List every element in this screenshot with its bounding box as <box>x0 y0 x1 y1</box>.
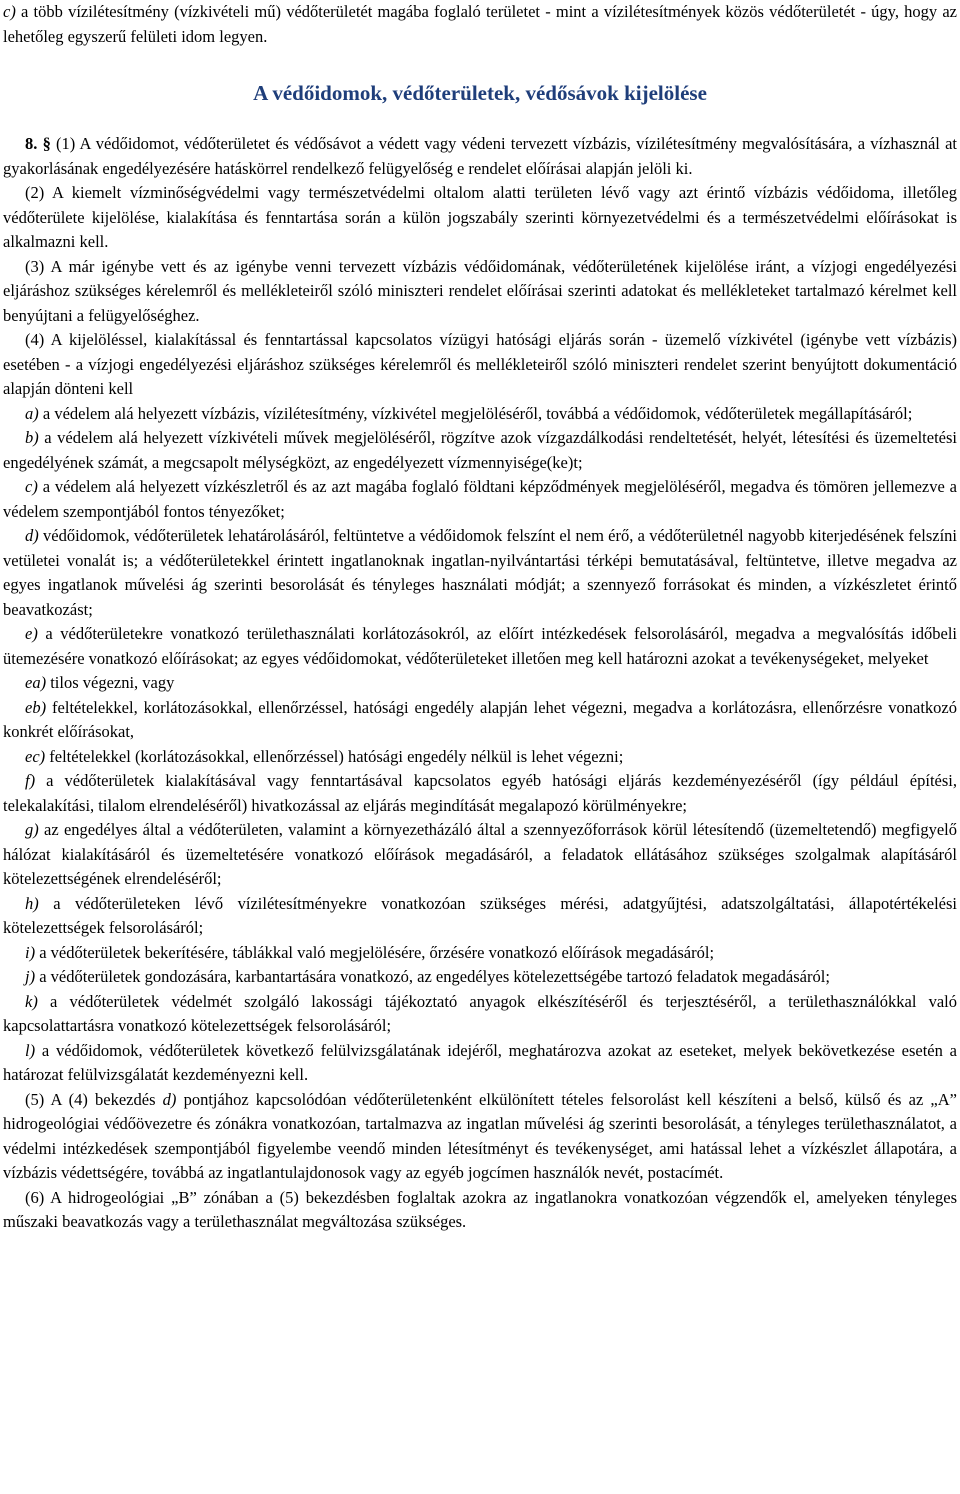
paragraph-text: (1) A védőidomot, védőterületet és védősávot a védett vagy védeni tervezett vízbázis, vízilétesítmény megvalósítására, a vízhasznál at gyakorlásának engedélyezésére hatáskörrel rendelkező felügyelőség e rendelet előírásai alapján jelöli ki. <box>3 134 957 178</box>
item-label: d) <box>162 1089 177 1109</box>
item-label: j) <box>25 967 36 986</box>
item-label: eb) <box>25 697 47 717</box>
item-label: l) <box>25 1040 36 1060</box>
item-label: c) <box>25 477 38 496</box>
paragraph-8-2: (2) A kiemelt vízminőségvédelmi vagy természetvédelmi oltalom alatti területen lévő vagy azt érintő vízbázis védőidoma, illetőleg védőterülete kijelölése, kialakítása és fenntartása során a külön jogszabály szerinti környezetvédelmi és a természetvédelmi előírásokat is alkalmazni kell. <box>3 183 957 251</box>
item-label: i) <box>25 942 36 962</box>
list-item <box>3 475 957 524</box>
item-text: a védőterületek gondozására, karbantartására vonatkozó, az engedélyes kötelezettségébe tartozó feladatok megadásáról; <box>35 967 830 986</box>
item-text: a védőterületekre vonatkozó területhasználati korlátozásokról, az előírt intézkedések felsorolásáról, megadva a megvalósítás időbeli ütemezésére vonatkozó előírásokat; az egyes védőidomokat, védőterületeket illetően meg kell határozni azokat a tevékenységeket, melyeket <box>3 624 957 668</box>
item-label: d) <box>25 526 39 545</box>
item-text: a védelem alá helyezett vízbázis, vízilétesítmény, vízkivétel megjelöléséről, továbbá a védőidomok, védőterületek megállapításáról; <box>38 403 913 423</box>
paragraph-8-3: (3) A már igénybe vett és az igénybe venni tervezett vízbázis védőidomának, védőterületének kijelölése iránt, a vízjogi engedélyezési eljáráshoz szükséges kérelemről és mellékleteiről szóló miniszteri rendelet előírásai szerinti adatokat és mellékleteket tartalmazó kérelmet kell benyújtani a felügyelőséghez. <box>3 256 957 325</box>
paragraph-top-c <box>3 0 957 49</box>
item-text: a védőterületek védelmét szolgáló lakossági tájékoztató anyagok elkészítéséről és terjesztéséről, a területhasználókkal való kapcsolattartásra vonatkozó kötelezettségek felsorolásáról; <box>3 991 957 1035</box>
list-item <box>3 402 957 427</box>
paragraph-text: (5) A (4) bekezdés <box>25 1089 163 1109</box>
item-label: a) <box>25 403 39 423</box>
section-number: 8. § <box>25 134 51 153</box>
list-item <box>3 426 957 475</box>
list-item <box>3 990 957 1039</box>
item-text: feltételekkel, korlátozásokkal, ellenőrzéssel, hatósági engedély alapján lehet végezni, megadva a korlátozásra, ellenőrzésre vonatkozó konkrét előírásokat, <box>3 697 957 741</box>
list-item <box>3 818 957 892</box>
list-item <box>3 941 957 966</box>
section-heading: A védőidomok, védőterületek, védősávok kijelölése <box>253 81 707 105</box>
list-item <box>3 696 957 745</box>
list-item <box>3 892 957 941</box>
item-label: h) <box>25 893 39 913</box>
paragraph-8-1 <box>3 132 957 181</box>
list-item <box>3 671 957 696</box>
paragraph-8-5 <box>3 1088 957 1186</box>
item-text: az engedélyes által a védőterületen, valamint a környezetházáló által a szennyezőforrások körül létesítendő (üzemeltetendő) megfigyelő hálózat kialakításáról és üzemeltetésére vonatkozó előírások megadásáról, a feladatok ellátásához szükséges szolgalmak alapításáról kötelezettségének elrendeléséről; <box>3 820 957 888</box>
item-text: a védőterületek bekerítésére, táblákkal való megjelölésére, őrzésére vonatkozó előírások megadásáról; <box>35 942 715 962</box>
item-text: a védőidomok, védőterületek következő felülvizsgálatának idejéről, meghatározva azokat az eseteket, melyek bekövetkezése esetén a határozat felülvizsgálatát kezdeményezni kell. <box>3 1040 957 1084</box>
list-item <box>3 745 957 770</box>
item-text: a védelem alá helyezett vízkészletről és az azt magába foglaló földtani képződmények megjelöléséről, megadva és tömören jellemezve a védelem szempontjából fontos tényezőket; <box>3 477 957 521</box>
list-item <box>3 1039 957 1088</box>
list-item <box>3 769 957 818</box>
list-item <box>3 524 957 622</box>
item-label: c) <box>3 2 16 21</box>
paragraph-text: pontjához kapcsolódóan védőterületenként elkülönített tételes felsorolást kell készíteni a belső, külső és az „A” hidrogeológiai védőövezetre és zónákra vonatkozóan, tartalmazva az ingatlan művelési ág szerinti besorolását, a tényleges területhasználatot, a védelmi intézkedések szempontjából figyelembe veendő minden létesítményt és tevékenységet, ami hatással lehet a vízkészlet állapotára, a vízbázis védettségére, továbbá az ingatlantulajdonosok vagy az egyéb jogcímen használók nevét, postacímét. <box>3 1089 957 1182</box>
paragraph-8-6: (6) A hidrogeológiai „B” zónában a (5) bekezdésben foglaltak azokra az ingatlanokra vonatkozóan végzendők el, amelyeken tényleges műszaki beavatkozás vagy a területhasználat megváltozása szükséges. <box>3 1187 957 1231</box>
item-label: ea) <box>25 673 47 692</box>
item-label: g) <box>25 820 39 839</box>
item-label: b) <box>25 428 39 447</box>
item-text: védőidomok, védőterületek lehatárolásáról, feltüntetve a védőidomok felszínt el nem érő, a védőterületnél nagyobb kiterjedésének felszíni vetületei vonalát is; a védőterületekkel érintett ingatlanoknak ingatlan-nyilvántartási térképi bemutatásával, feltüntetve, illetve megadva az egyes ingatlanok művelési ág szerinti besorolását és tényleges használati módját; a szennyező forrásokat és minden, a vízkészletet érintő beavatkozást; <box>3 526 957 619</box>
item-text: a védelem alá helyezett vízkivételi művek megjelöléséről, rögzítve azok vízgazdálkodási rendeltetését, helyét, létesítési és üzemeltetési engedélyének számát, a megcsapolt mélységközt, az engedélyezett vízmennyisége(ke)t; <box>3 428 957 472</box>
item-list <box>3 402 957 1088</box>
item-label: e) <box>25 624 38 643</box>
item-label: f) <box>25 771 36 790</box>
item-label: ec) <box>25 746 46 766</box>
item-text: a védőterületeken lévő vízilétesítményekre vonatkozóan szükséges mérési, adatgyűjtési, adatszolgáltatási, állapotértékelési kötelezettségek felsorolásáról; <box>3 893 957 937</box>
list-item <box>3 622 957 671</box>
list-item <box>3 965 957 990</box>
item-text: a több vízilétesítmény (vízkivételi mű) védőterületét magába foglaló területet - mint a vízilétesítmények közös védőterületét - úgy, hogy az lehetőleg egyszerű felületi idom legyen. <box>3 2 957 46</box>
paragraph-8-4: (4) A kijelöléssel, kialakítással és fenntartással kapcsolatos vízügyi hatósági eljárás során - üzemelő vízkivétel (igénybe vett vízbázis) esetében - a vízjogi engedélyezési eljáráshoz szükséges kérelemről és mellékleteiről szóló miniszteri rendelet szerint benyújtott dokumentáció alapján dönteni kell <box>3 330 957 398</box>
item-label: k) <box>25 991 38 1011</box>
item-text: feltételekkel (korlátozásokkal, ellenőrzéssel) hatósági engedély nélkül is lehet végezni; <box>45 746 624 766</box>
item-text: tilos végezni, vagy <box>46 673 175 692</box>
item-text: a védőterületek kialakításával vagy fenntartásával kapcsolatos egyéb hatósági eljárás kezdeményezéséről (így például építési, telekalakítási, tilalom elrendeléséről) hivatkozással az eljárás megindítását megalapozó körülményekre; <box>3 771 957 815</box>
